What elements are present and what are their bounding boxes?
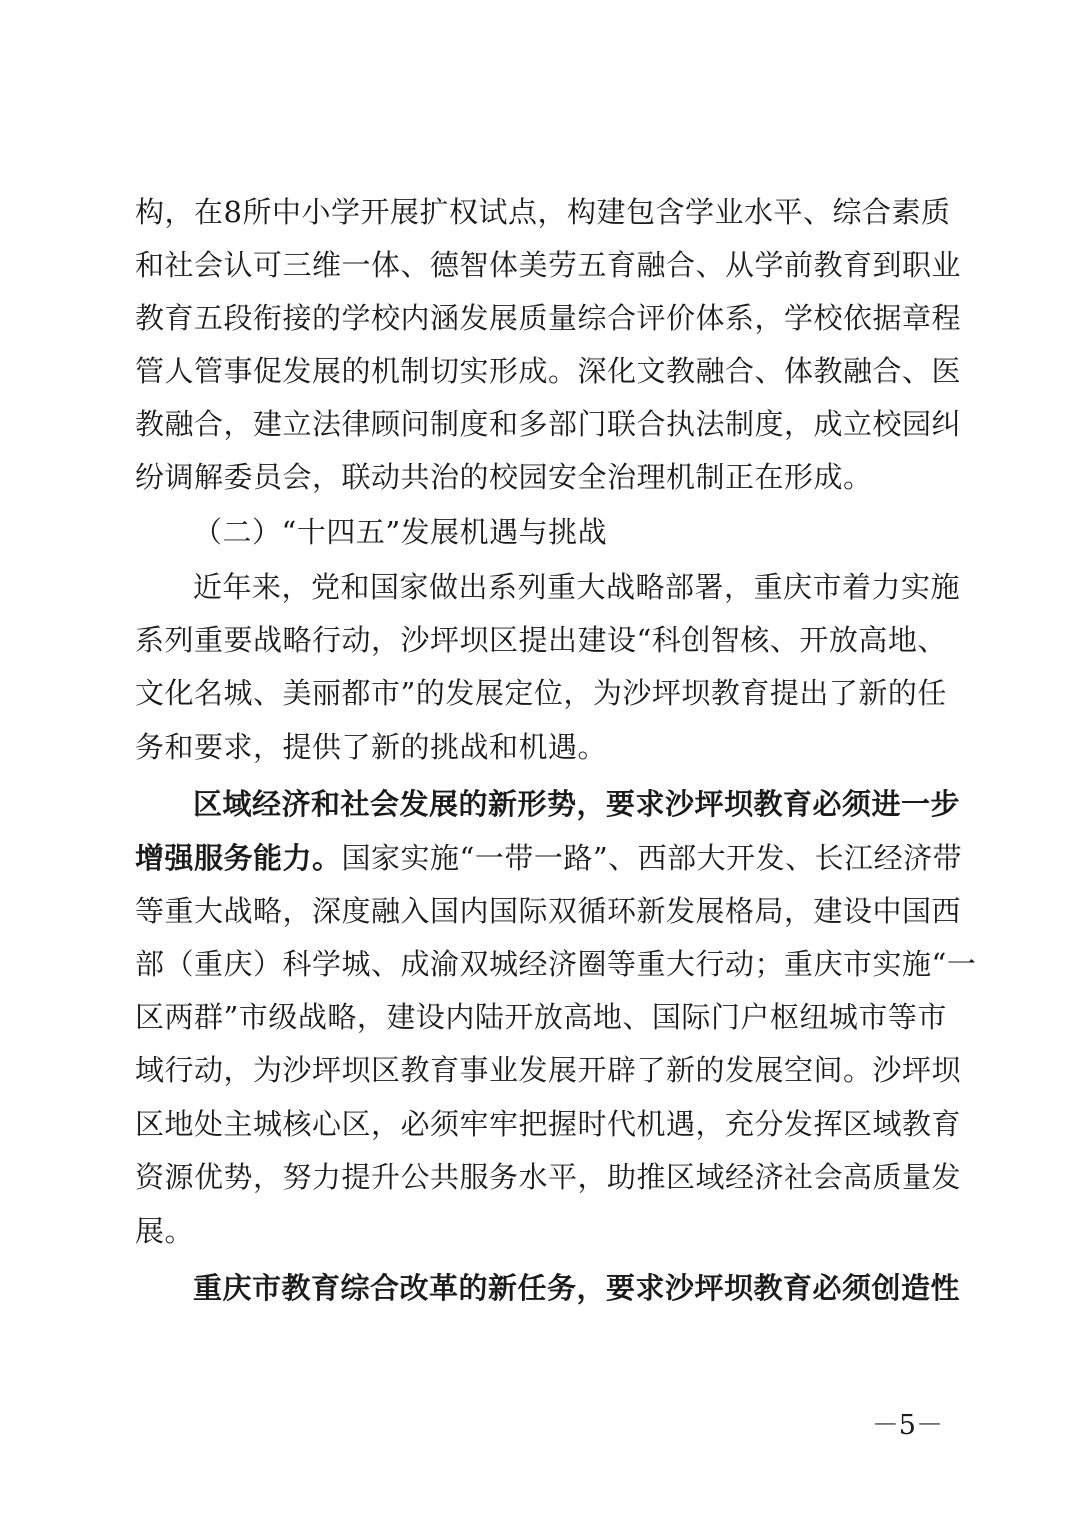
text-line: 区地处主城核心区，必须牢牢把握时代机遇，充分发挥区域教育 <box>135 1107 962 1141</box>
bold-lead-text: 重庆市教育综合改革的新任务，要求沙坪坝教育必须创造性 <box>193 1271 961 1305</box>
text-line: 等重大战略，深度融入国内国际双循环新发展格局，建设中国西 <box>135 894 962 928</box>
text-line: 域行动，为沙坪坝区教育事业发展开辟了新的发展空间。沙坪坝 <box>135 1053 962 1087</box>
text-line: 系列重要战略行动，沙坪坝区提出建设“科创智核、开放高地、 <box>135 623 947 657</box>
text-line: 资源优势，努力提升公共服务水平，助推区域经济社会高质量发 <box>135 1160 962 1194</box>
text-line: 构，在8所中小学开展扩权试点，构建包含学业水平、综合素质 <box>135 195 951 229</box>
text-line: 和社会认可三维一体、德智体美劳五育融合、从学前教育到职业 <box>135 248 962 282</box>
bold-lead-text: 区域经济和社会发展的新形势，要求沙坪坝教育必须进一步 <box>193 787 961 821</box>
page-number: －5－ <box>871 1410 943 1441</box>
text-line: 纷调解委员会，联动共治的校园安全治理机制正在形成。 <box>135 460 873 494</box>
text-line: 文化名城、美丽都市”的发展定位，为沙坪坝教育提出了新的任 <box>135 676 947 710</box>
section-heading: （二）“十四五”发展机遇与挑战 <box>193 515 608 549</box>
text-run: 国家实施“一带一路”、西部大开发、长江经济带 <box>341 841 963 875</box>
text-line: 教融合，建立法律顾问制度和多部门联合执法制度，成立校园纠 <box>135 407 962 441</box>
text-line: 近年来，党和国家做出系列重大战略部署，重庆市着力实施 <box>193 570 961 604</box>
text-line <box>135 838 963 878</box>
text-line: 部（重庆）科学城、成渝双城经济圈等重大行动；重庆市实施“一 <box>135 947 977 981</box>
bold-lead-text: 增强服务能力。 <box>135 841 342 875</box>
text-line: 务和要求，提供了新的挑战和机遇。 <box>135 730 608 764</box>
text-line: 展。 <box>135 1214 195 1248</box>
text-line: 教育五段衔接的学校内涵发展质量综合评价体系，学校依据章程 <box>135 301 962 335</box>
text-line: 区两群”市级战略，建设内陆开放高地、国际门户枢纽城市等市 <box>135 1000 947 1034</box>
text-line: 管人管事促发展的机制切实形成。深化文教融合、体教融合、医 <box>135 354 962 388</box>
